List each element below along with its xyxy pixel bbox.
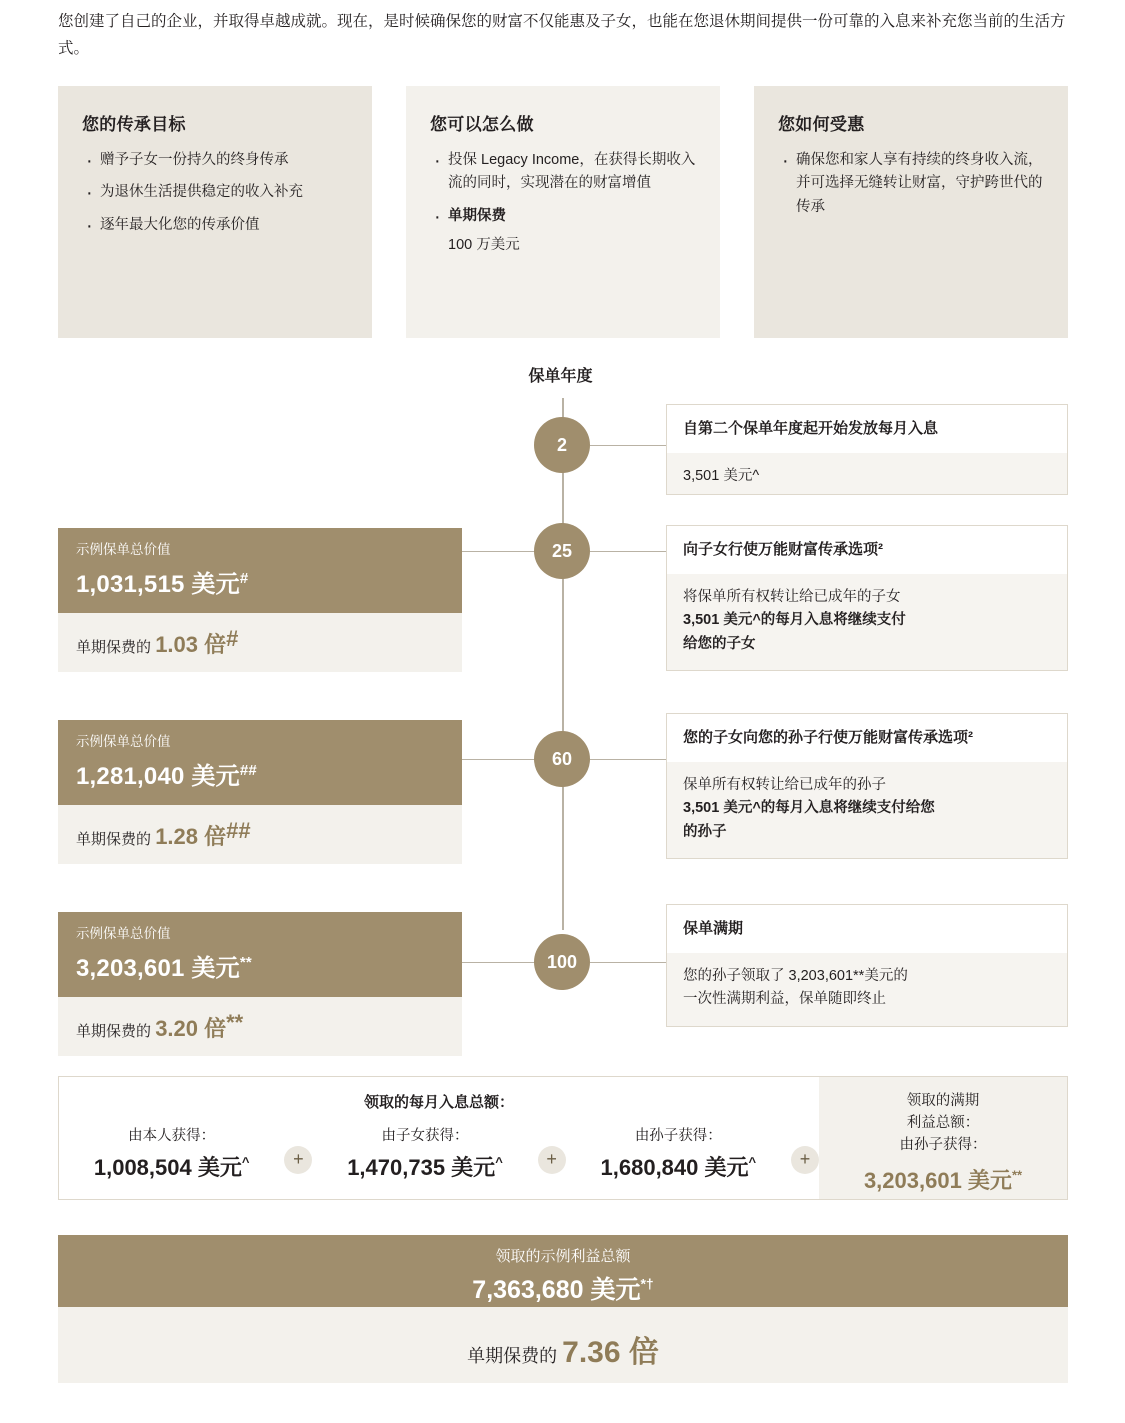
recipient-amount bbox=[312, 1151, 537, 1182]
card-legacy-goal bbox=[58, 86, 372, 338]
multiple-prefix: 单期保费的 bbox=[76, 638, 152, 656]
card-how-you-benefit bbox=[754, 86, 1068, 338]
plus-icon: + bbox=[284, 1146, 312, 1174]
connector-line bbox=[590, 759, 668, 760]
amount-footnote: # bbox=[239, 569, 249, 587]
multiple-value: 1.28 倍 bbox=[155, 823, 227, 849]
policy-value-label: 示例保单总价值 bbox=[76, 926, 171, 941]
totals-columns bbox=[59, 1124, 819, 1182]
multiple-prefix: 单期保费的 bbox=[76, 1022, 152, 1040]
monthly-income-totals bbox=[59, 1077, 819, 1199]
premium-value: 100 万美元 bbox=[448, 237, 520, 254]
intro-paragraph: 您创建了自己的企业，并取得卓越成就。现在，是时候确保您的财富不仅能惠及子女，也能在您退休期间提供一份可靠的入息来补充您当前的生活方式。 bbox=[58, 13, 1066, 58]
summary-cards bbox=[58, 86, 1068, 338]
totals-strip bbox=[58, 1076, 1068, 1200]
policy-value-header bbox=[58, 912, 462, 997]
event-body-line: 3,501 美元^的每月入息将继续支付 bbox=[683, 612, 906, 629]
amount-text: 3,203,601 美元 bbox=[863, 1168, 1012, 1194]
list-item-premium bbox=[430, 205, 696, 258]
plus-icon: + bbox=[791, 1146, 819, 1174]
recipient-amount bbox=[566, 1151, 791, 1182]
event-body-line: 将保单所有权转让给已成年的子女 bbox=[683, 588, 901, 605]
event-box-year-25 bbox=[666, 525, 1068, 671]
maturity-benefit-total bbox=[819, 1077, 1067, 1199]
event-title: 您的子女向您的孙子行使万能财富传承选项² bbox=[666, 713, 1068, 762]
timeline-node-year-60: 60 bbox=[534, 731, 590, 787]
plus-icon: + bbox=[538, 1146, 566, 1174]
amount-text: 1,008,504 美元 bbox=[93, 1155, 242, 1180]
maturity-label-line3: 由孙子获得： bbox=[899, 1136, 987, 1153]
grand-multiple-banner bbox=[58, 1307, 1068, 1383]
event-box-year-2 bbox=[666, 404, 1068, 495]
amount-text: 1,680,840 美元 bbox=[600, 1155, 749, 1180]
card-what-you-can-do bbox=[406, 86, 720, 338]
premium-label: 单期保费 bbox=[448, 207, 506, 224]
timeline-title bbox=[0, 363, 1125, 386]
list-item: · 为退休生活提供稳定的收入补充 bbox=[82, 181, 348, 204]
multiple-footnote: ** bbox=[226, 1009, 244, 1035]
timeline-line-segment bbox=[562, 470, 564, 750]
event-body-line: 的孙子 bbox=[683, 823, 727, 840]
event-title: 自第二个保单年度起开始发放每月入息 bbox=[666, 404, 1068, 453]
event-body-line: 保单所有权转让给已成年的孙子 bbox=[683, 776, 886, 793]
amount-footnote: ** bbox=[1011, 1167, 1023, 1183]
card-list bbox=[430, 149, 696, 258]
card-title: 您如何受惠 bbox=[778, 115, 865, 134]
event-body bbox=[666, 574, 1068, 671]
grand-total-banner bbox=[58, 1235, 1068, 1307]
totals-caption: 领取的每月入息总额： bbox=[363, 1094, 514, 1111]
policy-multiple bbox=[58, 613, 462, 672]
policy-value-label: 示例保单总价值 bbox=[76, 542, 171, 557]
connector-line bbox=[462, 962, 536, 963]
event-title: 向子女行使万能财富传承选项² bbox=[666, 525, 1068, 574]
policy-multiple bbox=[58, 997, 462, 1056]
timeline-node-year-100: 100 bbox=[534, 934, 590, 990]
amount-footnote: *† bbox=[640, 1275, 654, 1292]
policy-value-amount bbox=[76, 564, 444, 599]
event-body-line: 3,501 美元^的每月入息将继续支付给您 bbox=[683, 800, 935, 817]
policy-value-label: 示例保单总价值 bbox=[76, 734, 171, 749]
multiple-footnote: ## bbox=[226, 817, 251, 843]
list-item: · 投保 Legacy Income，在获得长期收入流的同时，实现潜在的财富增值 bbox=[430, 149, 696, 196]
amount-footnote: ## bbox=[239, 761, 257, 779]
total-column-children bbox=[312, 1124, 537, 1182]
policy-value-amount bbox=[76, 756, 444, 791]
recipient-label: 由子女获得： bbox=[381, 1128, 469, 1144]
grand-total-amount bbox=[58, 1270, 1068, 1306]
list-item: · 赠予子女一份持久的终身传承 bbox=[82, 149, 348, 172]
connector-line bbox=[462, 759, 536, 760]
total-column-grandchildren bbox=[566, 1124, 791, 1182]
policy-value-header bbox=[58, 528, 462, 613]
connector-line bbox=[590, 962, 668, 963]
recipient-label: 由孙子获得： bbox=[634, 1128, 722, 1144]
maturity-label-line2: 利益总额： bbox=[906, 1114, 980, 1131]
total-column-self bbox=[59, 1124, 284, 1182]
event-body-line: 一次性满期利益，保单随即终止 bbox=[683, 991, 886, 1008]
multiple-value: 7.36 倍 bbox=[562, 1336, 659, 1369]
event-body bbox=[666, 762, 1068, 859]
card-list bbox=[778, 149, 1044, 219]
event-box-year-100 bbox=[666, 904, 1068, 1027]
connector-line bbox=[462, 551, 536, 552]
value-box-year-100 bbox=[58, 912, 462, 1056]
value-box-year-25 bbox=[58, 528, 462, 672]
policy-multiple bbox=[58, 805, 462, 864]
timeline-title-text: 保单年度 bbox=[528, 368, 593, 385]
list-item: · 逐年最大化您的传承价值 bbox=[82, 214, 348, 237]
amount-footnote: ^ bbox=[495, 1154, 503, 1170]
amount-footnote: ** bbox=[239, 953, 252, 971]
amount-text: 1,281,040 美元 bbox=[76, 762, 240, 790]
policy-value-header bbox=[58, 720, 462, 805]
multiple-footnote: # bbox=[226, 625, 239, 651]
event-body-line: 给您的子女 bbox=[683, 635, 756, 652]
card-title: 您的传承目标 bbox=[82, 115, 186, 134]
amount-text: 3,203,601 美元 bbox=[76, 954, 240, 982]
recipient-amount bbox=[59, 1151, 284, 1182]
multiple-value: 1.03 倍 bbox=[155, 631, 227, 657]
list-item: · 确保您和家人享有持续的终身收入流，并可选择无缝转让财富，守护跨世代的传承 bbox=[778, 149, 1044, 219]
event-body: 3,501 美元^ bbox=[666, 453, 1068, 495]
multiple-prefix: 单期保费的 bbox=[467, 1346, 558, 1366]
event-body-line: 您的孙子领取了 3,203,601**美元的 bbox=[683, 967, 908, 984]
amount-footnote: ^ bbox=[241, 1154, 250, 1170]
amount-text: 1,470,735 美元 bbox=[347, 1155, 496, 1180]
amount-text: 1,031,515 美元 bbox=[76, 570, 240, 598]
card-list bbox=[82, 149, 348, 237]
recipient-label: 由本人获得： bbox=[128, 1128, 216, 1144]
amount-text: 7,363,680 美元 bbox=[472, 1276, 641, 1304]
policy-value-amount bbox=[76, 948, 444, 983]
maturity-amount bbox=[819, 1164, 1067, 1195]
multiple-prefix: 单期保费的 bbox=[76, 830, 152, 848]
card-title: 您可以怎么做 bbox=[430, 115, 534, 134]
maturity-label-line1: 领取的满期 bbox=[906, 1093, 980, 1109]
grand-total-label: 领取的示例利益总额 bbox=[495, 1248, 631, 1265]
connector-line bbox=[590, 445, 668, 446]
multiple-value: 3.20 倍 bbox=[155, 1015, 227, 1041]
connector-line bbox=[590, 551, 668, 552]
amount-footnote: ^ bbox=[748, 1154, 757, 1170]
event-title: 保单满期 bbox=[666, 904, 1068, 953]
value-box-year-60 bbox=[58, 720, 462, 864]
timeline-node-year-2: 2 bbox=[534, 417, 590, 473]
timeline-node-year-25: 25 bbox=[534, 523, 590, 579]
event-box-year-60 bbox=[666, 713, 1068, 859]
event-body bbox=[666, 953, 1068, 1027]
